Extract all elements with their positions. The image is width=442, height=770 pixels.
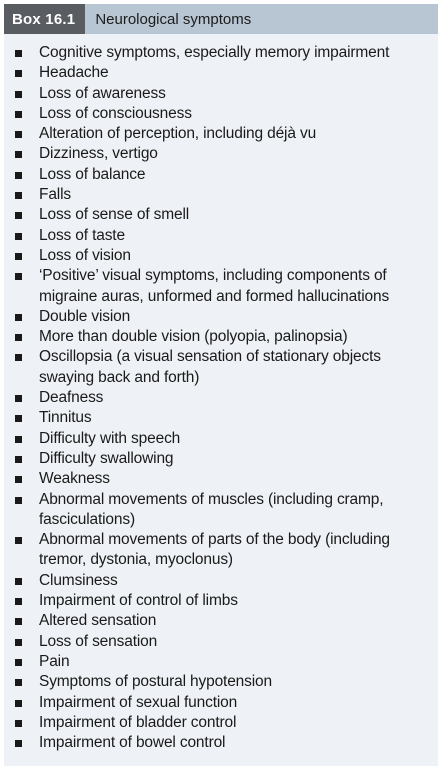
square-bullet-icon xyxy=(15,273,22,280)
square-bullet-icon xyxy=(15,314,22,321)
list-item-text: Alteration of perception, including déjà vu xyxy=(39,125,317,143)
square-bullet-icon xyxy=(15,618,22,625)
box-title: Neurological symptoms xyxy=(95,10,252,28)
list-item-text: Oscillopsia (a visual sensation of stationary objects swaying back and forth) xyxy=(39,348,381,386)
square-bullet-icon xyxy=(15,212,22,219)
list-item-text: Dizziness, vertigo xyxy=(39,145,158,163)
list-item-text: Loss of balance xyxy=(39,165,146,183)
list-item-text: Loss of sense of smell xyxy=(39,206,190,224)
square-bullet-icon xyxy=(15,578,22,585)
list-item xyxy=(4,672,438,692)
square-bullet-icon xyxy=(15,537,22,544)
list-item xyxy=(4,693,438,713)
square-bullet-icon xyxy=(15,740,22,747)
square-bullet-icon xyxy=(15,497,22,504)
list-item-text: Double vision xyxy=(39,307,131,325)
square-bullet-icon xyxy=(15,172,22,179)
list-item xyxy=(4,84,438,104)
list-item xyxy=(4,205,438,225)
square-bullet-icon xyxy=(15,192,22,199)
list-item xyxy=(4,124,438,144)
list-item-text: Abnormal movements of muscles (including cramp, fasciculations) xyxy=(39,490,384,528)
list-item xyxy=(4,490,438,531)
list-item-text: Deafness xyxy=(39,389,104,407)
box-header xyxy=(4,4,438,34)
list-item-text: Impairment of sexual function xyxy=(39,693,238,711)
square-bullet-icon xyxy=(15,659,22,666)
list-item-text: Loss of taste xyxy=(39,226,125,244)
list-item-text: Cognitive symptoms, especially memory impairment xyxy=(39,44,390,61)
list-item xyxy=(4,632,438,652)
square-bullet-icon xyxy=(15,679,22,686)
list-item xyxy=(4,429,438,449)
list-item-text: ‘Positive’ visual symptoms, including components of migraine auras, unformed and formed hallucinations xyxy=(39,267,390,305)
list-item xyxy=(4,733,438,753)
list-item xyxy=(4,43,438,63)
square-bullet-icon xyxy=(15,720,22,727)
list-item xyxy=(4,449,438,469)
list-item xyxy=(4,327,438,347)
list-item xyxy=(4,63,438,83)
list-item-text: Abnormal movements of parts of the body (including tremor, dystonia, myoclonus) xyxy=(39,531,390,569)
square-bullet-icon xyxy=(15,253,22,260)
square-bullet-icon xyxy=(15,233,22,240)
square-bullet-icon xyxy=(15,111,22,118)
list-item xyxy=(4,530,438,571)
list-item-text: Altered sensation xyxy=(39,612,157,630)
list-item xyxy=(4,469,438,489)
list-item-text: More than double vision (polyopia, palinopsia) xyxy=(39,328,348,346)
list-item-text: Tinnitus xyxy=(39,409,92,427)
list-item xyxy=(4,611,438,631)
list-item xyxy=(4,408,438,428)
box-number-label: Box 16.1 xyxy=(4,4,85,34)
square-bullet-icon xyxy=(15,131,22,138)
square-bullet-icon xyxy=(15,50,22,57)
list-item xyxy=(4,388,438,408)
symptom-list xyxy=(4,34,438,753)
list-item-text: Loss of consciousness xyxy=(39,104,192,122)
square-bullet-icon xyxy=(15,639,22,646)
square-bullet-icon xyxy=(15,598,22,605)
square-bullet-icon xyxy=(15,415,22,422)
list-item-text: Falls xyxy=(39,186,71,204)
list-item-text: Headache xyxy=(39,64,109,82)
list-item xyxy=(4,246,438,266)
symptom-box xyxy=(4,4,438,766)
list-item-text: Pain xyxy=(39,652,70,670)
square-bullet-icon xyxy=(15,91,22,98)
list-item xyxy=(4,571,438,591)
list-item-text: Loss of vision xyxy=(39,246,131,264)
list-item xyxy=(4,185,438,205)
square-bullet-icon xyxy=(15,70,22,77)
list-item-text: Loss of sensation xyxy=(39,632,158,650)
square-bullet-icon xyxy=(15,476,22,483)
square-bullet-icon xyxy=(15,436,22,443)
square-bullet-icon xyxy=(15,334,22,341)
list-item xyxy=(4,307,438,327)
square-bullet-icon xyxy=(15,354,22,361)
list-item xyxy=(4,266,438,307)
list-item xyxy=(4,104,438,124)
list-item xyxy=(4,347,438,388)
list-item-text: Clumsiness xyxy=(39,571,118,589)
square-bullet-icon xyxy=(15,151,22,158)
list-item xyxy=(4,652,438,672)
list-item-text: Impairment of bowel control xyxy=(39,734,226,752)
square-bullet-icon xyxy=(15,395,22,402)
square-bullet-icon xyxy=(15,700,22,707)
list-item-text: Impairment of control of limbs xyxy=(39,592,238,610)
list-item xyxy=(4,591,438,611)
list-item-text: Loss of awareness xyxy=(39,84,166,102)
list-item-text: Symptoms of postural hypotension xyxy=(39,673,272,691)
list-item xyxy=(4,144,438,164)
list-item-text: Difficulty swallowing xyxy=(39,449,174,467)
list-item xyxy=(4,713,438,733)
list-item-text: Impairment of bladder control xyxy=(39,713,237,731)
list-item xyxy=(4,226,438,246)
list-item xyxy=(4,165,438,185)
list-item-text: Difficulty with speech xyxy=(39,429,181,447)
square-bullet-icon xyxy=(15,456,22,463)
list-item-text: Weakness xyxy=(39,470,110,488)
